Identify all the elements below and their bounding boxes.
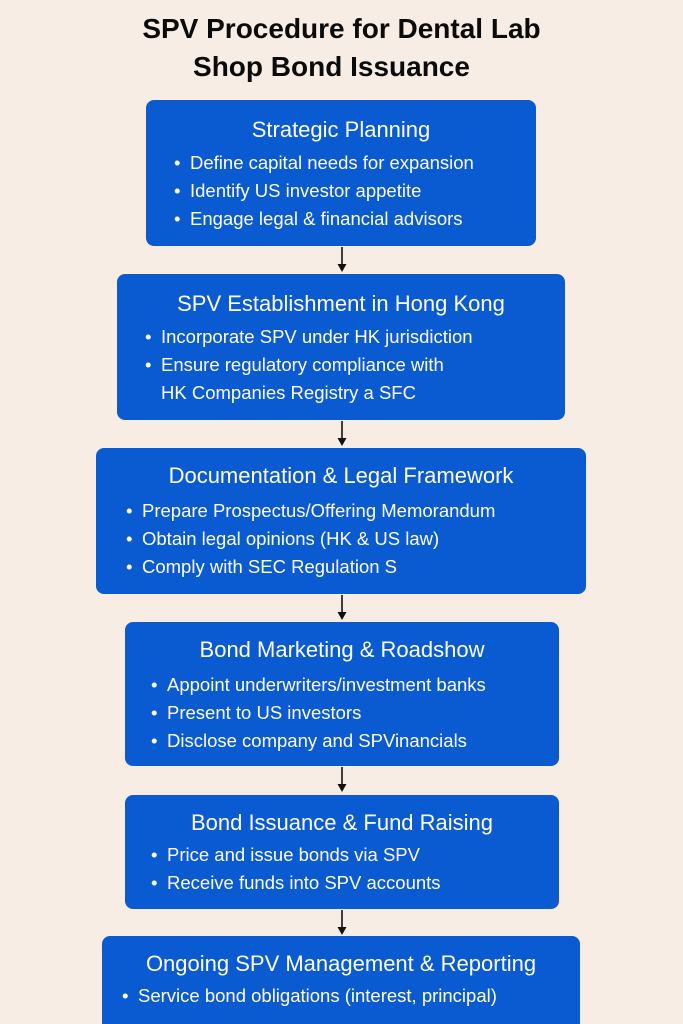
step-bullet: • Define capital needs for expansion [174, 149, 474, 177]
step-bullet-continuation: HK Companies Registry a SFC [161, 382, 416, 403]
step-bullet: • Ensure regulatory compliance with HK Companies Registry a SFC [145, 351, 473, 407]
step-bullet: • Appoint underwriters/investment banks [151, 671, 486, 699]
step-bullet: • Engage legal & financial advisors [174, 205, 474, 233]
step-bullet-list [145, 323, 473, 407]
step-bullet: • Obtain legal opinions (HK & US law) [126, 525, 495, 553]
down-arrow-icon [336, 421, 348, 447]
step-bullet-list [122, 982, 497, 1010]
step-heading: Documentation & Legal Framework [168, 463, 514, 488]
step-bullet: • Comply with SEC Regulation S [126, 553, 495, 581]
step-bullet: • Service bond obligations (interest, principal) [122, 982, 497, 1010]
step-bullet: • Incorporate SPV under HK jurisdiction [145, 323, 473, 351]
step-box-ongoing-management [102, 936, 580, 1024]
diagram-title [0, 10, 683, 86]
step-bullet-list [151, 671, 486, 755]
step-box-bond-marketing [125, 622, 559, 766]
step-box-documentation [96, 448, 586, 594]
step-bullet-list [174, 149, 474, 233]
step-bullet: • Prepare Prospectus/Offering Memorandum [126, 497, 495, 525]
step-bullet: • Present to US investors [151, 699, 486, 727]
step-bullet: • Identify US investor appetite [174, 177, 474, 205]
step-bullet: • Receive funds into SPV accounts [151, 869, 441, 897]
step-bullet-list [151, 841, 441, 897]
step-bullet: • Price and issue bonds via SPV [151, 841, 441, 869]
step-heading: Bond Issuance & Fund Raising [190, 810, 494, 835]
down-arrow-icon [336, 910, 348, 936]
step-box-bond-issuance [125, 795, 559, 909]
step-bullet-list [126, 497, 495, 581]
step-box-strategic-planning [146, 100, 536, 246]
down-arrow-icon [336, 595, 348, 621]
diagram-title-line2: Shop Bond Issuance [193, 51, 470, 82]
diagram-title-line1: SPV Procedure for Dental Lab [142, 13, 541, 44]
step-box-spv-establishment [117, 274, 565, 420]
step-bullet: • Disclose company and SPVinancials [151, 727, 486, 755]
step-heading: Strategic Planning [251, 117, 431, 142]
step-heading: Bond Marketing & Roadshow [199, 637, 485, 662]
step-heading: SPV Establishment in Hong Kong [177, 291, 505, 316]
down-arrow-icon [336, 767, 348, 793]
step-heading: Ongoing SPV Management & Reporting [145, 951, 537, 976]
down-arrow-icon [336, 247, 348, 273]
